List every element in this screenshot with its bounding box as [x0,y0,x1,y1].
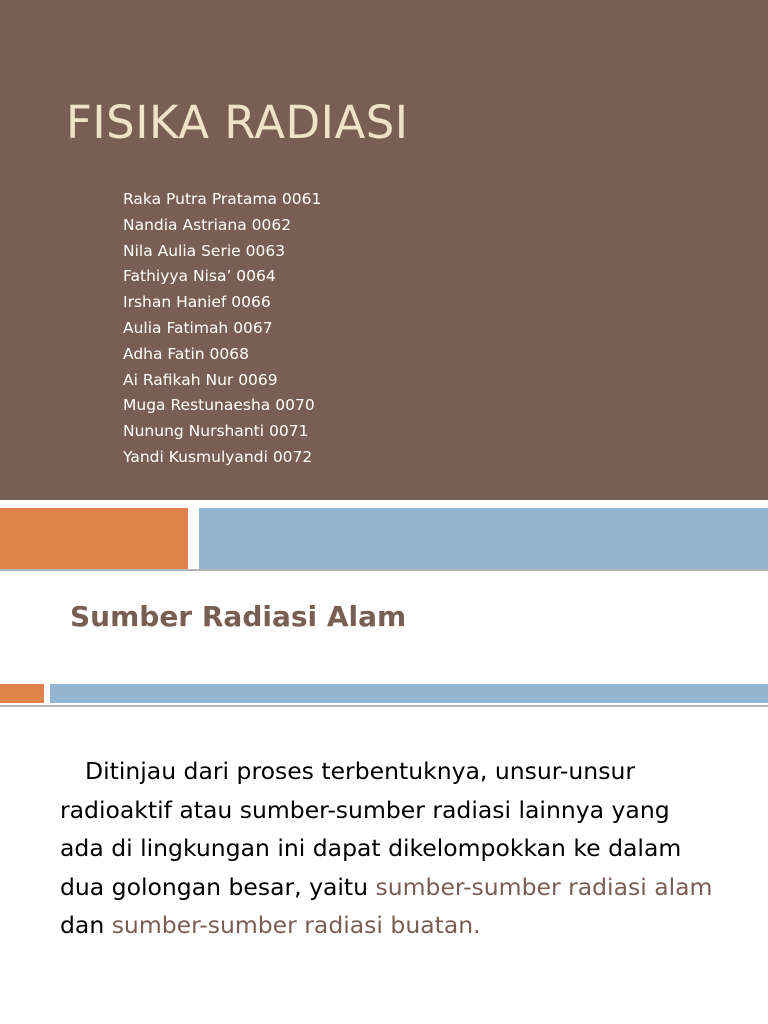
member-item: Nandia Astriana 0062 [123,215,292,234]
section-heading: Sumber Radiasi Alam [70,600,407,633]
member-list [123,187,321,471]
member-item: Raka Putra Pratama 0061 [123,190,322,208]
paragraph-text: Ditinjau dari proses terbentuknya, unsur-unsur radioaktif atau sumber-sumber radiasi lainnya yang ada di lingkungan ini dapat dikelompokkan ke dalam dua golongan besar, yaitu [60,757,682,901]
member-item: Fathiyya Nisa’ 0064 [123,267,276,286]
member-item: Yandi Kusmulyandi 0072 [123,447,313,466]
divider-line [0,705,768,707]
body-paragraph [60,752,720,945]
member-item: Muga Restunaesha 0070 [123,396,315,415]
member-item: Aulia Fatimah 0067 [123,318,273,337]
divider-line [0,569,768,571]
member-item: Adha Fatin 0068 [123,344,249,363]
highlighted-term: sumber-sumber radiasi alam [375,872,713,901]
orange-accent-strip [0,684,44,703]
blue-accent-bar [199,508,768,569]
member-item: Nunung Nurshanti 0071 [123,422,309,441]
presentation-title: FISIKA RADIASI [66,96,409,149]
paragraph-text: dan [60,911,112,939]
title-slide [0,0,768,500]
blue-accent-strip [50,684,768,703]
member-item: Nila Aulia Serie 0063 [123,241,286,260]
orange-accent-bar [0,508,188,569]
member-item: Irshan Hanief 0066 [123,293,271,312]
member-item: Ai Rafikah Nur 0069 [123,370,278,389]
highlighted-term: sumber-sumber radiasi buatan. [111,911,481,939]
